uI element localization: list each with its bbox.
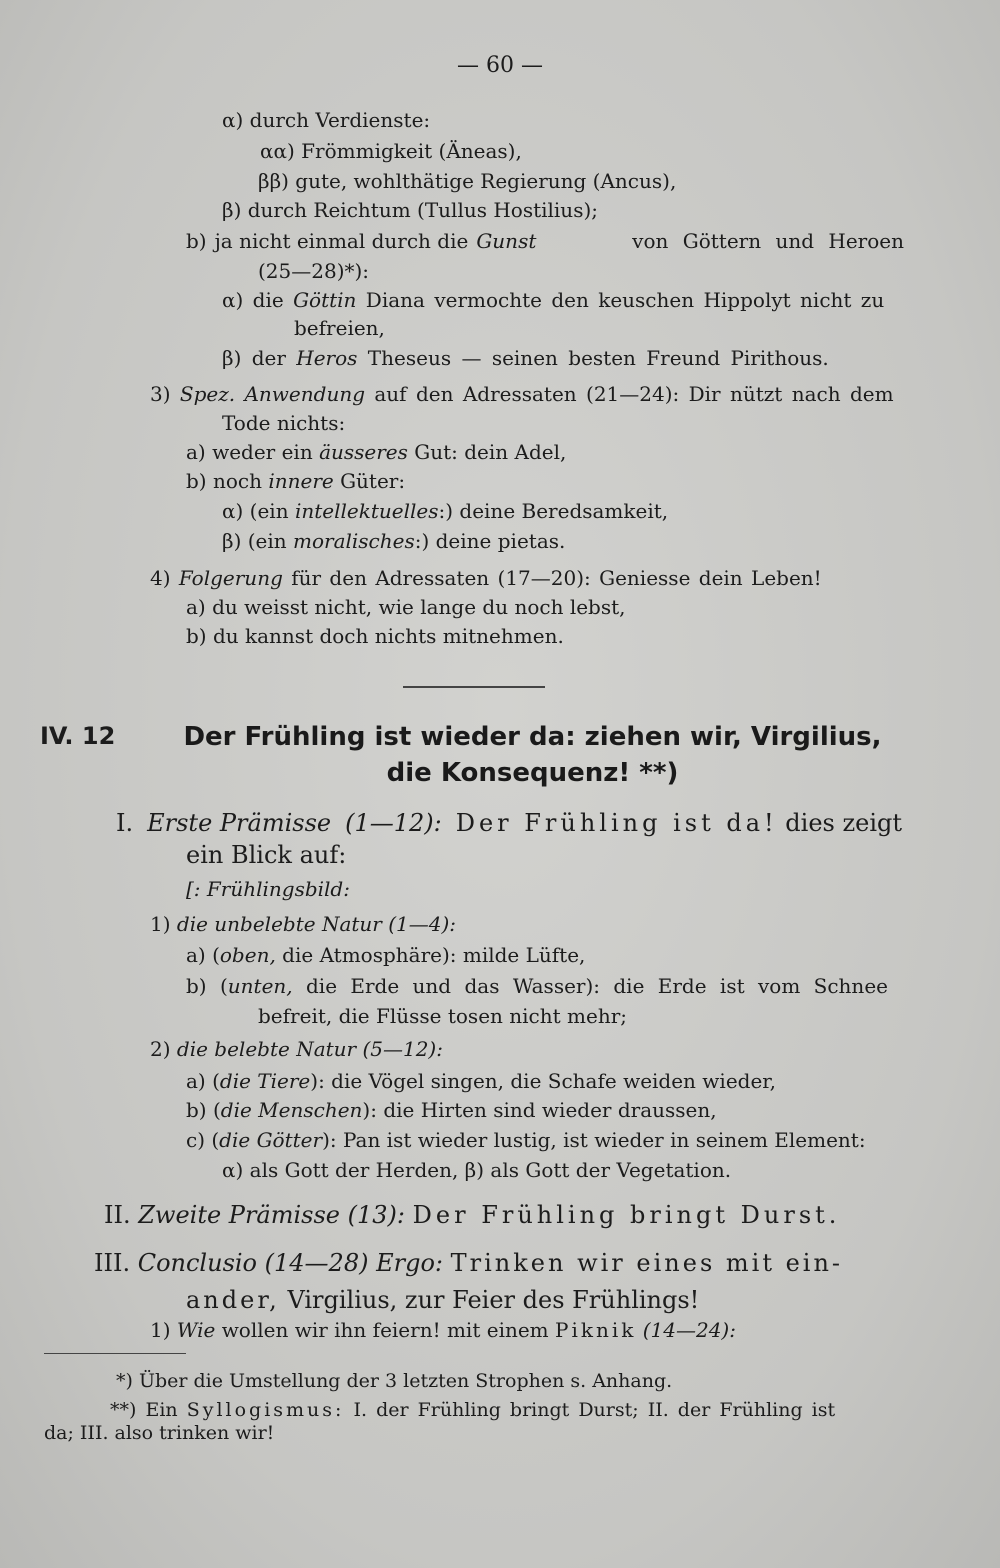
text-run: :) deine Beredsamkeit, (438, 499, 669, 523)
page-number: — 60 — (457, 53, 543, 78)
outline-line (222, 288, 904, 312)
text-run: α) (ein (222, 499, 289, 523)
outline-line (186, 229, 904, 253)
text-run: die Erde und das Wasser): die Erde ist vom Schnee (306, 974, 888, 998)
emphasis-text: die Menschen (220, 1098, 363, 1122)
emphasis-text: Gunst (476, 229, 537, 253)
outline-line (186, 1069, 776, 1093)
text-run: :) deine pietas. (414, 529, 566, 553)
emphasis-text: äusseres (319, 440, 408, 464)
outline-line: Tode nichts: (222, 411, 346, 435)
spaced-text: Syllogismus: (186, 1399, 345, 1421)
text-run: Theseus — seinen besten Freund Pirithous. (367, 346, 829, 370)
outline-line: ββ) gute, wohlthätige Regierung (Ancus), (258, 169, 677, 193)
list-marker: 1) (150, 1318, 171, 1342)
spaced-text: Piknik (555, 1318, 637, 1342)
spaced-text: Der Frühling bringt Durst. (412, 1201, 841, 1229)
text-run: Gut: dein Adel, (414, 440, 567, 464)
section-number: IV. 12 (40, 722, 116, 750)
footnote-divider (44, 1353, 186, 1354)
emphasis-text: Erste Prämisse (147, 809, 332, 837)
emphasis-text: Zweite Prämisse (138, 1201, 341, 1229)
emphasis-text: moralisches (293, 529, 415, 553)
outline-line: α) als Gott der Herden, β) als Gott der Vegetation. (222, 1158, 732, 1182)
text-run: Diana vermochte den keuschen Hippolyt nicht zu (365, 288, 885, 312)
outline-line (116, 808, 902, 838)
outline-line (186, 440, 566, 464)
outline-line: αα) Frömmigkeit (Äneas), (260, 139, 522, 163)
outline-line (186, 1128, 866, 1152)
outline-line (150, 1037, 443, 1061)
text-run: ): die Vögel singen, die Schafe weiden wieder, (310, 1069, 777, 1093)
text-run: Güter: (340, 469, 406, 493)
outline-line: a) du weisst nicht, wie lange du noch lebst, (186, 595, 626, 619)
text-run: b) noch (186, 469, 262, 493)
outline-line (222, 499, 668, 523)
text-run: b) ( (186, 974, 228, 998)
line-reference: (14—28) (264, 1249, 369, 1277)
emphasis-text: intellektuelles (294, 499, 439, 523)
outline-line (186, 469, 405, 493)
list-marker: 4) (150, 566, 171, 590)
line-reference: (14—24): (642, 1318, 736, 1342)
text-run: **) Ein (110, 1399, 178, 1421)
text-run: b) ( (186, 1098, 221, 1122)
outline-line (222, 346, 829, 370)
outline-line: b) du kannst doch nichts mitnehmen. (186, 624, 564, 648)
list-marker: 2) (150, 1037, 171, 1061)
emphasis-text: die Götter (219, 1128, 323, 1152)
text-run: c) ( (186, 1128, 220, 1152)
outline-line: β) durch Reichtum (Tullus Hostilius); (222, 198, 598, 222)
line-reference: (1—12): (345, 809, 442, 837)
emphasis-text: Heros (296, 346, 358, 370)
list-marker: 1) (150, 912, 171, 936)
text-run: auf den Adressaten (21—24): Dir nützt nach dem (374, 382, 894, 406)
line-reference: (1—4): (388, 912, 457, 936)
outline-line (150, 566, 822, 590)
text-run: von Göttern und Heroen (632, 229, 904, 253)
outline-line (94, 1248, 843, 1278)
emphasis-text: die belebte Natur (176, 1037, 357, 1061)
emphasis-text: unten, (227, 974, 293, 998)
text-run: ): die Hirten sind wieder draussen, (362, 1098, 717, 1122)
line-reference: (5—12): (362, 1037, 443, 1061)
outline-line (186, 877, 350, 901)
section-title-line: die Konsequenz! **) (386, 758, 679, 788)
emphasis-text: oben, (219, 943, 276, 967)
text-run: Virgilius, zur Feier des Frühlings! (287, 1286, 700, 1314)
list-marker: I. (116, 809, 134, 837)
outline-line (150, 912, 456, 936)
emphasis-text: Wie (176, 1318, 216, 1342)
emphasis-text: Spez. Anwendung (179, 382, 366, 406)
text-run: β) (ein (222, 529, 287, 553)
text-run: I. der Frühling bringt Durst; II. der Frühling ist (353, 1399, 836, 1421)
footnote: *) Über die Umstellung der 3 letzten Strophen s. Anhang. (116, 1370, 673, 1392)
footnote: da; III. also trinken wir! (44, 1422, 275, 1444)
spaced-text: ander, (186, 1286, 280, 1314)
list-marker: III. (94, 1249, 131, 1277)
footnote (110, 1399, 835, 1422)
outline-line (222, 529, 565, 553)
text-run: für den Adressaten (17—20): Geniesse dein Leben! (291, 566, 822, 590)
text-run: die Atmosphäre): milde Lüfte, (282, 943, 586, 967)
emphasis-text: die Tiere (219, 1069, 311, 1093)
line-reference: (13): (347, 1201, 406, 1229)
emphasis-text: innere (268, 469, 334, 493)
outline-line: befreien, (294, 316, 385, 340)
emphasis-text: Göttin (293, 288, 357, 312)
text-run: β) der (222, 346, 286, 370)
text-run: ): Pan ist wieder lustig, ist wieder in seinem Element: (322, 1128, 866, 1152)
outline-line: ein Blick auf: (186, 841, 347, 869)
text-run: wollen wir ihn feiern! mit einem (221, 1318, 549, 1342)
text-run: a) ( (186, 943, 220, 967)
outline-line (104, 1200, 840, 1230)
section-divider (403, 686, 545, 688)
outline-line (186, 1098, 717, 1122)
outline-line: α) durch Verdienste: (222, 108, 431, 132)
text-run: ja nicht einmal durch die (214, 229, 469, 253)
section-title-line: Der Frühling ist wieder da: ziehen wir, Virgilius, (183, 722, 882, 752)
spaced-text: Der Frühling ist da! (455, 809, 778, 837)
emphasis-text: [: Frühlingsbild: (186, 877, 350, 901)
outline-line (186, 943, 585, 967)
spaced-text: Trinken wir eines mit ein- (450, 1249, 844, 1277)
outline-line (150, 382, 894, 406)
emphasis-text: die unbelebte Natur (176, 912, 382, 936)
outline-line (186, 974, 902, 998)
outline-line: befreit, die Flüsse tosen nicht mehr; (258, 1004, 628, 1028)
list-marker: b) (186, 229, 207, 253)
outline-line (150, 1318, 736, 1342)
list-marker: II. (104, 1201, 131, 1229)
list-marker: 3) (150, 382, 171, 406)
outline-line: (25—28)*): (258, 259, 370, 283)
emphasis-text: Folgerung (178, 566, 283, 590)
emphasis-text: Conclusio (137, 1249, 258, 1277)
emphasis-text: Ergo: (376, 1249, 443, 1277)
text-run: α) die (222, 288, 284, 312)
outline-line (186, 1285, 699, 1315)
text-run: a) weder ein (186, 440, 313, 464)
text-run: a) ( (186, 1069, 220, 1093)
text-run: dies zeigt (785, 809, 902, 837)
